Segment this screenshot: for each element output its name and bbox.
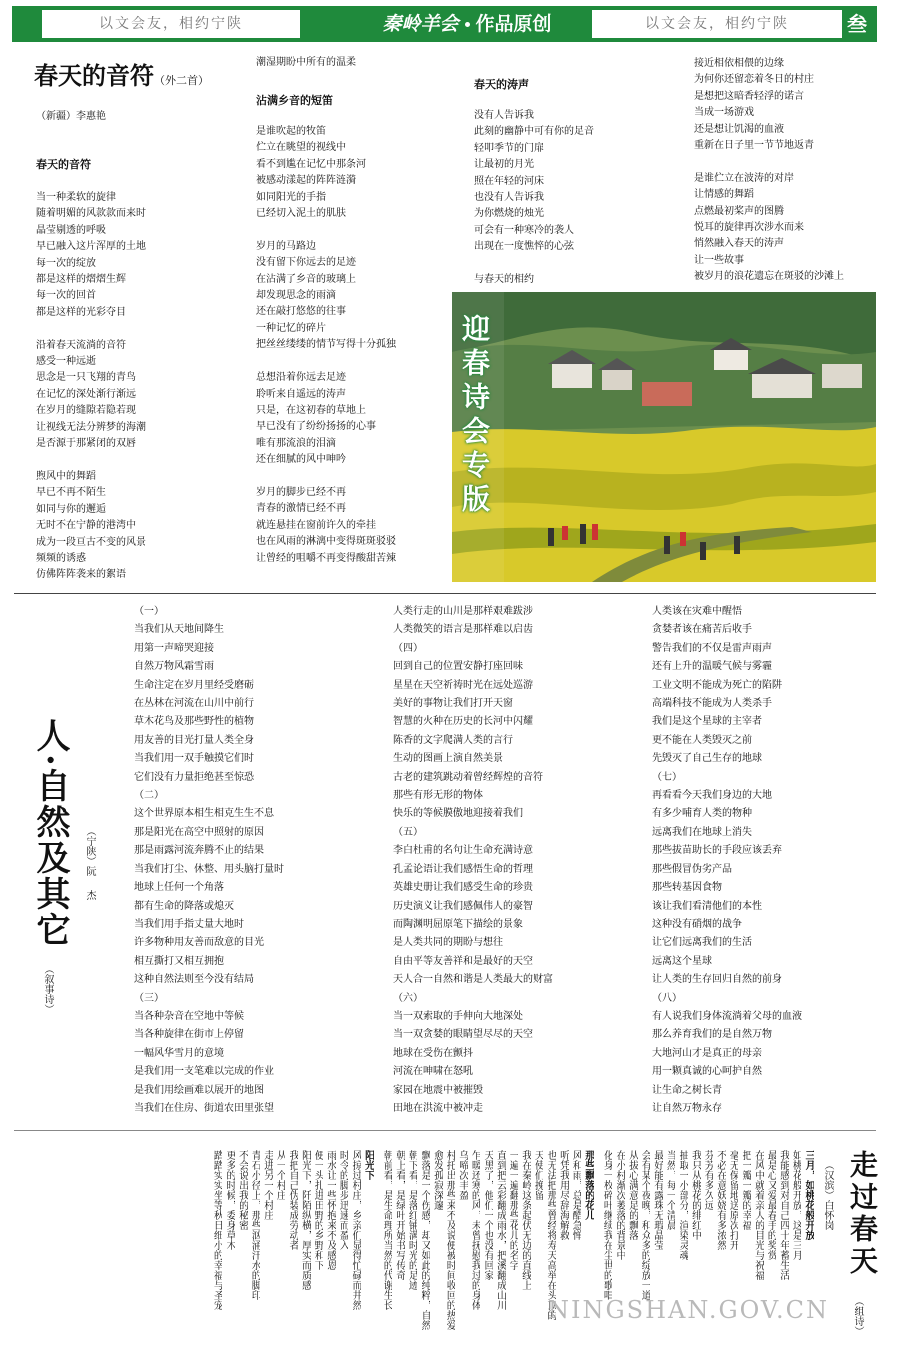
poem-line: 是我们用一支笔难以完成的作业 xyxy=(134,1066,274,1078)
poem-line: 美好的事物让我们打开天窗 xyxy=(393,698,513,710)
poem-line: 贪婪者该在痛苦后收手 xyxy=(652,624,752,636)
poem-line: 芬芳有多久远 xyxy=(702,1150,714,1210)
poem-line: 再看看今天我们身边的大地 xyxy=(652,790,772,802)
poem-line: 把丝丝缕缕的情节写得十分孤独 xyxy=(256,339,396,351)
poem-line: 有多少哺育人类的物种 xyxy=(652,808,752,820)
poem1-title-note: （外二首） xyxy=(154,74,209,87)
poem-line: 让视线无法分辨梦的海潮 xyxy=(36,421,146,433)
poem-line: 早已不再不陌生 xyxy=(36,487,106,499)
poem-line: 如同与你的邂逅 xyxy=(36,503,106,515)
poem-line xyxy=(694,154,844,170)
poem-line: （三） xyxy=(134,992,164,1004)
poem-line: 悦耳的旋律再次涉水而来 xyxy=(694,222,804,234)
poem-line: 还是想让饥渴的血液 xyxy=(694,123,784,135)
poem-line: 天人合一自然和谐是人类最大的财富 xyxy=(393,974,553,986)
poem-line: 阳光下 xyxy=(362,1150,374,1180)
poem-line: 是谁伫立在波涛的对岸 xyxy=(694,172,794,184)
poem-line: 大地河山才是真正的母亲 xyxy=(652,1047,762,1059)
poem-line: 人类该在灾难中醒悟 xyxy=(652,606,742,617)
poem-line: 也无法把那些曾经将寿天高举在头顶的 xyxy=(545,1150,556,1320)
poem-line: 让生命之树长青 xyxy=(652,1084,722,1096)
poem-line: 最好能有露珠无瑕晶莹 xyxy=(651,1150,663,1250)
poem-line: 出现在一度憔悴的心弦 xyxy=(474,241,574,253)
poem-line: 在风中就着亲人的目光与祝福 xyxy=(752,1150,764,1280)
poem-line: 用第一声啼哭迎接 xyxy=(134,642,214,654)
poem-line: 有人说我们身体流淌着父母的血液 xyxy=(652,1010,802,1022)
poem-line: 工业文明不能成为死亡的陷阱 xyxy=(652,679,782,691)
poem-line: 不必在意妖娆有多浓然 xyxy=(714,1150,726,1250)
poem-line: 踏踏实实坐等秋日细小的幸福与圣宠 xyxy=(211,1150,223,1310)
poem-line: 青春的激情已经不再 xyxy=(256,503,346,515)
poem-line: 在丛林在河流在山川中前行 xyxy=(134,698,254,710)
poem-line: 已经切入泥土的肌肤 xyxy=(256,208,346,220)
poem2-genre: （叙事诗） xyxy=(42,964,53,1014)
poem-line: 仿佛阵阵袭来的絮语 xyxy=(36,569,126,581)
poem3-title: 走过春天 xyxy=(846,1150,879,1278)
poem-line: 毫无保留地送原次打开 xyxy=(727,1150,739,1250)
poem-line: 却发现思念的雨滴 xyxy=(256,290,336,302)
poem-line: 每一次的绽放 xyxy=(36,257,96,269)
poem-line: 从一个村庄 xyxy=(274,1150,286,1200)
poem-line: 该让我们看清他们的本性 xyxy=(652,900,762,912)
poem-line: 那些拔苗助长的手段应该丢弃 xyxy=(652,845,782,857)
poem-line: 接近相依相偎的边缘 xyxy=(694,58,784,69)
poem1-col2-top: 潮湿期盼中所有的温柔 xyxy=(256,57,356,68)
poem2-column-3 xyxy=(652,603,802,1118)
poem-line: 抽取一小部分，渲染灵魂 xyxy=(677,1150,688,1260)
poem-line: （七） xyxy=(652,771,682,783)
poem-line: 让一些故事 xyxy=(694,254,744,266)
poem-line: 星星在天空祈祷时光在远处巡游 xyxy=(393,679,533,691)
poem-line: 智慧的火种在历史的长河中闪耀 xyxy=(393,716,533,728)
poem-line: 还有上升的温暖气候与雾霾 xyxy=(652,661,772,673)
poem-line: 无时不在宁静的港湾中 xyxy=(36,520,136,532)
poem-line: 警告我们的不仅是雷声雨声 xyxy=(652,642,772,654)
poem-line: 都是这样的熠熠生辉 xyxy=(36,274,126,286)
poem-line: 阳光下，阡陌纵横，厚实而质感 xyxy=(299,1150,311,1290)
poem-line: 晶莹剔透的呼吸 xyxy=(36,224,106,236)
poem-line: 频频的诱惑 xyxy=(36,552,86,564)
poem2-title: 人·自然及其它 xyxy=(30,718,70,948)
poem-line: 不会说出我的秘密 xyxy=(236,1150,248,1230)
poem3-author: （汉滨）白怀岗 xyxy=(822,1160,833,1230)
poem-line: 李白杜甫的名句让生命充满诗意 xyxy=(393,845,533,857)
poem-line: 历史演义让我们感佩伟人的豪智 xyxy=(393,900,533,912)
poem-line: 朝下看，是落红铺满时光的足迹 xyxy=(406,1150,418,1290)
poem-line: 古老的建筑跳动着曾经辉煌的音符 xyxy=(393,771,543,783)
poem-line: 更不能在人类毁灭之前 xyxy=(652,734,752,746)
poem-line: 高端科技不能成为人类杀手 xyxy=(652,698,772,710)
poem-line: 这种自然法则至今没有结局 xyxy=(134,974,254,986)
poem3-genre: （组诗） xyxy=(852,1296,863,1336)
poem-line: 被岁月的浪花遗忘在斑驳的沙滩上 xyxy=(694,271,844,283)
poem-line: （六） xyxy=(393,992,423,1004)
poem-line: 照在年轻的河床 xyxy=(474,175,544,187)
poem-line: 当然，每一个清晨 xyxy=(664,1150,676,1230)
poem-line: 更多的时候，委身草木 xyxy=(224,1150,235,1250)
poem-line: 是人类共同的期盼与想往 xyxy=(393,937,503,949)
poem-line: 把一瓣一瓣的幸福 xyxy=(740,1150,751,1230)
poem-line: 它们没有力量拒绝甚至惊恐 xyxy=(134,771,254,783)
poem-line: 孔孟论语让我们感悟生命的哲理 xyxy=(393,863,533,875)
section-divider-bottom xyxy=(14,1130,876,1131)
poem-line: 岁月的马路边 xyxy=(256,240,316,252)
poem-line: 天使们挽留 xyxy=(532,1150,544,1200)
section-divider xyxy=(14,593,876,594)
poem-line: 走进另一个村庄 xyxy=(261,1150,273,1220)
poem-line xyxy=(256,469,396,485)
poem-line: 当我们从天地间降生 xyxy=(134,624,224,636)
poem-line: 许多物种用友善而敌意的目光 xyxy=(134,937,264,949)
poem-line: 回到自己的位置安静打座回味 xyxy=(393,661,523,673)
poem-line: 天黑了，他们一个也没有回家 xyxy=(482,1150,493,1280)
poem-line: 自由平等友善祥和是最好的天空 xyxy=(393,955,533,967)
poem-line: 会有某个夜晚，和众多的绽放一道 xyxy=(639,1150,651,1300)
poem-line: 让它们远离我们的生活 xyxy=(652,937,752,949)
site-watermark: NINGSHAN.GOV.CN xyxy=(548,1296,830,1324)
poem-line: 当各种旋律在街市上停留 xyxy=(134,1029,244,1041)
poem-line: （二） xyxy=(134,790,164,802)
poem-line: （八） xyxy=(652,992,682,1004)
poem-line: 用友善的目光打量人类全身 xyxy=(134,734,254,746)
poem2-author: 阮 杰 xyxy=(84,866,95,902)
poem-line: 家园在地震中被摧毁 xyxy=(393,1084,483,1096)
poem-line xyxy=(36,453,146,469)
poem1-s3-title: 春天的涛声 xyxy=(474,78,529,91)
poem-line: 我们是这个星球的主宰者 xyxy=(652,716,762,728)
poem-line: 煦风中的舞蹈 xyxy=(36,470,96,482)
poem-line: 轻叩季节的门扉 xyxy=(474,142,544,154)
poem-line: 看不到尴在记忆中那条河 xyxy=(256,158,366,170)
poem-line: 为何你还留恋着冬日的村庄 xyxy=(694,74,814,86)
poem-line: 乍暖还寒的风，未曾抚慰我过的身体 xyxy=(469,1150,481,1310)
poem-line: 便一头扎进田野的乡野和下 xyxy=(312,1150,324,1270)
poem-line: 乌啼次丰盈 xyxy=(456,1150,468,1200)
poem-line: 是谁吹起的牧笛 xyxy=(256,126,326,137)
poem-line: 我只从桃花的绯红中 xyxy=(689,1150,701,1240)
poem-line: 随着明媚的风款款而来时 xyxy=(36,208,146,220)
poem-line: 可会有一种寒冷的袭人 xyxy=(474,224,574,236)
poem-line: 那些转基因食物 xyxy=(652,882,722,894)
poem-line: 岁月的脚步已经不再 xyxy=(256,486,346,498)
poem-line: 也在风雨的淋漓中变得斑斑驳驳 xyxy=(256,536,396,548)
poem-line: 当一双索取的手伸向大地深处 xyxy=(393,1010,523,1022)
poem-line: 朝上看，是绿叶开始书写传奇 xyxy=(393,1150,405,1280)
poem-line: 用一颗真诚的心呵护自然 xyxy=(652,1066,762,1078)
poem-line: 远离我们在地球上消失 xyxy=(652,826,752,838)
poem-line: 青石小径上，那些汹涌汗水的脚印 xyxy=(249,1150,261,1300)
poem-line: 地球上任何一个角落 xyxy=(134,882,224,894)
poem-line: 陈香的文字爬满人类的言行 xyxy=(393,734,513,746)
poem-line: 让人类的生存回归自然的前身 xyxy=(652,974,782,986)
poem-line: 聆听来自遥远的涛声 xyxy=(256,388,346,400)
poem-line: 那些飘落的花儿 xyxy=(582,1150,594,1220)
poem2-column-1 xyxy=(134,603,284,1118)
poem-line: 每一次的回首 xyxy=(36,290,96,302)
poem-line: 在记忆的深处渐行渐远 xyxy=(36,388,136,400)
poem1-column-2 xyxy=(256,124,396,567)
poem-line: 是否源于那紧闭的双唇 xyxy=(36,438,136,450)
poem-line: 远离这个星球 xyxy=(652,955,712,967)
poem-line: 早已没有了纷纷扬扬的心事 xyxy=(256,421,376,433)
poem-line: 都是这样的光彩夺目 xyxy=(36,306,126,318)
poem1-s2-title: 沾满乡音的短笛 xyxy=(256,94,333,107)
poem-line: 河流在呻啸在怒吼 xyxy=(393,1066,473,1078)
poem-line: 与春天的相约 xyxy=(474,274,534,286)
poem-line: 是我们用绘画难以展开的地图 xyxy=(134,1084,264,1096)
poem-line xyxy=(256,354,396,370)
poem-line: 快乐的等候膜傲地迎接着我们 xyxy=(393,808,523,820)
section-brand xyxy=(342,10,592,38)
poem-line: 还在细腻的风中呻吟 xyxy=(256,454,346,466)
spring-photo xyxy=(452,292,876,582)
poem-line: 那些假冒伪劣产品 xyxy=(652,863,732,875)
poem1-title-block xyxy=(34,56,209,91)
poem-line: 朝前看，是生命理所当然的代谢生长 xyxy=(381,1150,393,1310)
poem-line: 而陶渊明屈原笔下描绘的景象 xyxy=(393,918,523,930)
poem-line: 如同阳光的手指 xyxy=(256,191,326,203)
poem-line: 只是，在这初春的草地上 xyxy=(256,404,366,416)
poem-line: 让自然万物永存 xyxy=(652,1102,722,1114)
poem-line: 地球在受伤在颤抖 xyxy=(393,1047,473,1059)
poem-line: 是想把这暗香轻浮的诺言 xyxy=(694,90,804,102)
poem-line: 被感动漾起的阵阵涟漪 xyxy=(256,175,356,187)
poem-line: 雨水让一些怀抱来不及感恩 xyxy=(324,1150,336,1270)
poem-line: 还在敲打悠悠的往事 xyxy=(256,306,346,318)
slogan-right: 以文会友，相约宁陕 xyxy=(592,10,842,38)
poem-line: 我在秦岭这条起伏无边的直线上 xyxy=(519,1150,531,1290)
poem-line: 生命注定在岁月里经受磨砺 xyxy=(134,679,254,691)
poem-line: 我能感到对自己四十年蓄生活 xyxy=(777,1150,789,1280)
slogan-left: 以文会友，相约宁陕 xyxy=(42,10,300,38)
poem-line: 时令的脚步迅速而盈入 xyxy=(337,1150,349,1250)
masthead-banner xyxy=(12,6,877,42)
photo-caption: 迎春诗会专版 xyxy=(458,314,491,518)
brand-right: 作品原创 xyxy=(475,13,552,35)
separator-dot xyxy=(465,22,470,27)
poem-line: 草木花鸟及那些野性的植物 xyxy=(134,716,254,728)
page-number: 叁 xyxy=(847,12,867,36)
poem1-column-4 xyxy=(694,56,844,286)
poem-line: 没有人告诉我 xyxy=(474,110,534,121)
poem-line: 让最初的月光 xyxy=(474,159,534,171)
poem-line: 也没有人告诉我 xyxy=(474,192,544,204)
poem-line: 听凭我用尽辞海解救 xyxy=(557,1150,569,1240)
poem-line: 人类微笑的语言是那样难以启齿 xyxy=(393,624,533,636)
landscape-illustration xyxy=(452,292,876,582)
poem1-column-3 xyxy=(474,108,594,288)
poem-line: 在沾满了乡音的玻璃上 xyxy=(256,273,356,285)
poem-line: 一种记忆的碎片 xyxy=(256,322,326,334)
poem-line: 这个世界原本相生相克生生不息 xyxy=(134,808,274,820)
poem-line: 当一双贪婪的眼睛望尽尽的天空 xyxy=(393,1029,533,1041)
poem-line: 三月，如桃花般开放 xyxy=(803,1150,814,1240)
poem-line: 都有生命的降落或熄灭 xyxy=(134,900,234,912)
poem-line: 当一种柔软的旋律 xyxy=(36,192,116,203)
poem-line: （五） xyxy=(393,826,423,838)
poem-line: 沿着春天流淌的音符 xyxy=(36,339,126,351)
poem-line: 点燃最初桨声的图腾 xyxy=(694,205,784,217)
poem-line: 就连悬挂在窗前许久的牵挂 xyxy=(256,519,376,531)
poem-line: （四） xyxy=(393,642,423,654)
poem-line: 重新在日子里一节节地返青 xyxy=(694,140,814,152)
poem-line: 当我们用一双手触摸它们时 xyxy=(134,753,254,765)
poem-line: 英雄史册让我们感受生命的珍贵 xyxy=(393,882,533,894)
poem-line: 风掠过村庄，乡亲们显得忙碌而井然 xyxy=(350,1150,361,1310)
poem-line xyxy=(474,256,594,272)
poem-line: 当我们用手指丈量大地时 xyxy=(134,918,244,930)
poem-line: 当各种杂音在空地中等候 xyxy=(134,1010,244,1022)
poem-line xyxy=(256,222,396,238)
poem-line: 让情感的舞蹈 xyxy=(694,189,754,201)
poem-line: 自然万物风霜雪雨 xyxy=(134,661,214,673)
poem2-column-2 xyxy=(393,603,553,1118)
poem-line: 飘落是一个伤感，却又如此的纯粹，自然 xyxy=(419,1150,430,1330)
poem-line: 在小村渐次萎落的背景中 xyxy=(614,1150,625,1260)
poem-line: 唯有那流浪的泪滴 xyxy=(256,437,336,449)
poem-line: 感受一种远逝 xyxy=(36,356,96,368)
poem-line: 直到把云彩翻成雨水，把溪翻成山川 xyxy=(494,1150,506,1310)
poem-line: 当我们打尘、休整、用头脑打量时 xyxy=(134,863,284,875)
poem-line: 我把自己伪装成劳动者 xyxy=(287,1150,298,1250)
poem1-column-1 xyxy=(36,190,146,584)
poem-line: 这种没有硝烟的战争 xyxy=(652,918,742,930)
poem-line: 一幅风华雪月的意境 xyxy=(134,1047,224,1059)
poem-line: 先毁灭了自己生存的地球 xyxy=(652,753,762,765)
poem-line: 总想沿着你远去足迹 xyxy=(256,372,346,384)
poem-line: 当成一场游戏 xyxy=(694,107,754,119)
poem-line: 愈发孤寂深邃 xyxy=(431,1150,443,1210)
poem-line: 没有留下你远去的足迹 xyxy=(256,257,356,269)
poem-line: 那些有形无形的物体 xyxy=(393,790,483,802)
poem-line: 那是雨露河流奔腾不止的结果 xyxy=(134,845,264,857)
poem1-title: 春天的音符 xyxy=(34,61,154,90)
poem-line: 成为一段亘古不变的风景 xyxy=(36,536,146,548)
poem-line: 如桃花般开放，这是三月 xyxy=(790,1150,802,1260)
poem-line: 早已融入这片浑厚的土地 xyxy=(36,241,146,253)
poem-line: 悄然融入春天的涛声 xyxy=(694,238,784,250)
poem-line: 从拔心满意足的飘落 xyxy=(626,1150,638,1240)
poem-line: 伫立在眺望的视线中 xyxy=(256,142,346,154)
poem1-author: （新疆）李惠艳 xyxy=(36,111,106,122)
poem-line: 田地在洪流中被冲走 xyxy=(393,1102,483,1114)
poem-line: 在岁月的缝隙若隐若现 xyxy=(36,405,136,417)
poem-line: 思念是一只飞翔的青鸟 xyxy=(36,372,136,384)
poem2-author-region: （宁陕） xyxy=(84,826,95,866)
poem-line: 一遍一遍翻那些花儿的名字 xyxy=(507,1150,519,1270)
poem-line: 当我们在住房、街道农田里张望 xyxy=(134,1102,274,1114)
poem-line: 最是心又爱最春手的奖赏 xyxy=(765,1150,777,1260)
poem-line: 生动的图画上演自然美景 xyxy=(393,753,503,765)
poem-line: 风和雨，总是酷急惮 xyxy=(570,1150,582,1240)
poem-line: 村托出那些来不及说便被时间收回的热爱 xyxy=(444,1150,456,1330)
poem-line: （一） xyxy=(134,606,164,617)
poem-line: 为你燃烧的烛光 xyxy=(474,208,544,220)
poem-line: 那是阳光在高空中照射的原因 xyxy=(134,826,264,838)
poem-line: 化身一枚碎叶继续我在尘世的歌唱 xyxy=(601,1150,613,1300)
poem-line: 让曾经的咀嚼不再变得酸甜苦辣 xyxy=(256,552,396,564)
poem-line xyxy=(36,321,146,337)
poem1-s1-title: 春天的音符 xyxy=(36,158,91,171)
poem-line: 相互撕打又相互拥抱 xyxy=(134,955,224,967)
poem-line: 人类行走的山川是那样艰难跋涉 xyxy=(393,606,533,617)
brand-left: 秦岭羊会 xyxy=(382,13,459,35)
poem-line: 此刻的幽静中可有你的足音 xyxy=(474,126,594,138)
poem-line: 那么养育我们的是自然万物 xyxy=(652,1029,772,1041)
